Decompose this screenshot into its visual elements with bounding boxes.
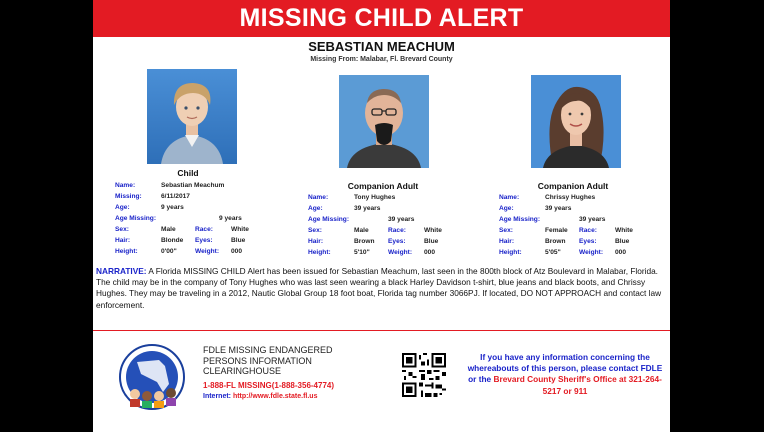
hair-value: Blonde — [161, 237, 184, 244]
eyes-value: Blue — [231, 237, 246, 244]
age-missing-label: Age Missing: — [499, 216, 541, 223]
name-label: Name: — [499, 194, 520, 201]
contact-instructions: If you have any information concerning the whereabouts of this person, please contact FDLE or the — [467, 352, 663, 385]
race-label: Race: — [388, 227, 406, 234]
fdle-clearinghouse-logo-icon — [119, 344, 185, 410]
weight-value: 000 — [615, 249, 627, 256]
weight-value: 000 — [231, 248, 243, 255]
race-value: White — [615, 227, 633, 234]
race-value: White — [231, 226, 249, 233]
eyes-value: Blue — [615, 238, 630, 245]
age-label: Age: — [115, 204, 130, 211]
age-missing-value: 39 years — [579, 216, 606, 223]
sex-value: Male — [354, 227, 369, 234]
age-label: Age: — [499, 205, 514, 212]
tony-info — [308, 194, 478, 260]
child-info — [115, 182, 285, 259]
race-label: Race: — [195, 226, 213, 233]
child-role-title: Child — [177, 168, 199, 178]
age-value: 39 years — [545, 205, 572, 212]
eyes-label: Eyes: — [388, 238, 406, 245]
alert-poster — [93, 0, 670, 432]
weight-label: Weight: — [388, 249, 413, 256]
narrative — [96, 266, 666, 311]
fdle-internet — [203, 393, 317, 400]
hair-value: Brown — [545, 238, 566, 245]
age-missing-value: 9 years — [219, 215, 242, 222]
sex-value: Male — [161, 226, 176, 233]
org-line-2: PERSONS INFORMATION — [203, 355, 312, 366]
age-missing-value: 39 years — [388, 216, 415, 223]
alert-banner: MISSING CHILD ALERT — [93, 0, 670, 37]
sex-label: Sex: — [308, 227, 322, 234]
height-value: 5'10" — [354, 249, 370, 256]
footer-divider — [93, 330, 670, 331]
sex-label: Sex: — [499, 227, 513, 234]
age-missing-label: Age Missing: — [308, 216, 350, 223]
contact-info — [467, 352, 663, 397]
age-label: Age: — [308, 205, 323, 212]
hair-label: Hair: — [308, 238, 324, 245]
weight-value: 000 — [424, 249, 436, 256]
age-value: 39 years — [354, 205, 381, 212]
child-photo — [147, 69, 237, 164]
internet-label: Internet: — [203, 393, 231, 400]
missing-from: Missing From: Malabar, Fl. Brevard County — [310, 56, 453, 63]
name-value: Tony Hughes — [354, 194, 396, 201]
chrissy-photo — [531, 75, 621, 168]
chrissy-info — [499, 194, 669, 260]
race-label: Race: — [579, 227, 597, 234]
weight-label: Weight: — [579, 249, 604, 256]
weight-label: Weight: — [195, 248, 220, 255]
name-label: Name: — [115, 182, 136, 189]
tony-photo — [339, 75, 429, 168]
name-label: Name: — [308, 194, 329, 201]
height-label: Height: — [499, 249, 522, 256]
tony-role-title: Companion Adult — [347, 181, 419, 191]
subject-name: SEBASTIAN MEACHUM — [308, 39, 455, 54]
org-line-3: CLEARINGHOUSE — [203, 366, 282, 376]
name-value: Chrissy Hughes — [545, 194, 596, 201]
height-value: 0'00" — [161, 248, 177, 255]
chrissy-role-title: Companion Adult — [537, 181, 609, 191]
narrative-label: NARRATIVE: — [96, 266, 147, 276]
narrative-text: A Florida MISSING CHILD Alert has been issued for Sebastian Meachum, last seen in the 800th block of Atz Boulevard in Malabar, Florida. The child may be in the company of Tony Hughes who was last seen wearing a black Harley Davidson t-shirt, blue jeans and black boots, and Chrissy Hughes. They may be traveling in a 2012, Nautic Global Group 18 foot boat, Florida tag number 3066PJ. If located, DO NOT APPROACH and contact law enforcement. — [96, 266, 662, 310]
hair-label: Hair: — [499, 238, 515, 245]
fdle-phone: 1-888-FL MISSING(1-888-356-4774) — [203, 381, 335, 390]
sex-value: Female — [545, 227, 568, 234]
hair-value: Brown — [354, 238, 375, 245]
missing-label: Missing: — [115, 193, 142, 200]
age-value: 9 years — [161, 204, 184, 211]
org-line-1: FDLE MISSING ENDANGERED — [203, 345, 333, 355]
race-value: White — [424, 227, 442, 234]
missing-value: 6/11/2017 — [161, 193, 190, 200]
age-missing-label: Age Missing: — [115, 215, 157, 222]
height-value: 5'05" — [545, 249, 561, 256]
eyes-value: Blue — [424, 238, 439, 245]
internet-url[interactable]: http://www.fdle.state.fl.us — [231, 393, 318, 400]
height-label: Height: — [115, 248, 138, 255]
fdle-org-name — [203, 345, 383, 377]
hair-label: Hair: — [115, 237, 131, 244]
height-label: Height: — [308, 249, 331, 256]
eyes-label: Eyes: — [195, 237, 213, 244]
qr-code-icon[interactable] — [402, 353, 446, 397]
contact-sheriff: Brevard County Sheriff's Office at 321-264-5217 or 911 — [493, 374, 662, 396]
sex-label: Sex: — [115, 226, 129, 233]
eyes-label: Eyes: — [579, 238, 597, 245]
name-value: Sebastian Meachum — [161, 182, 225, 189]
